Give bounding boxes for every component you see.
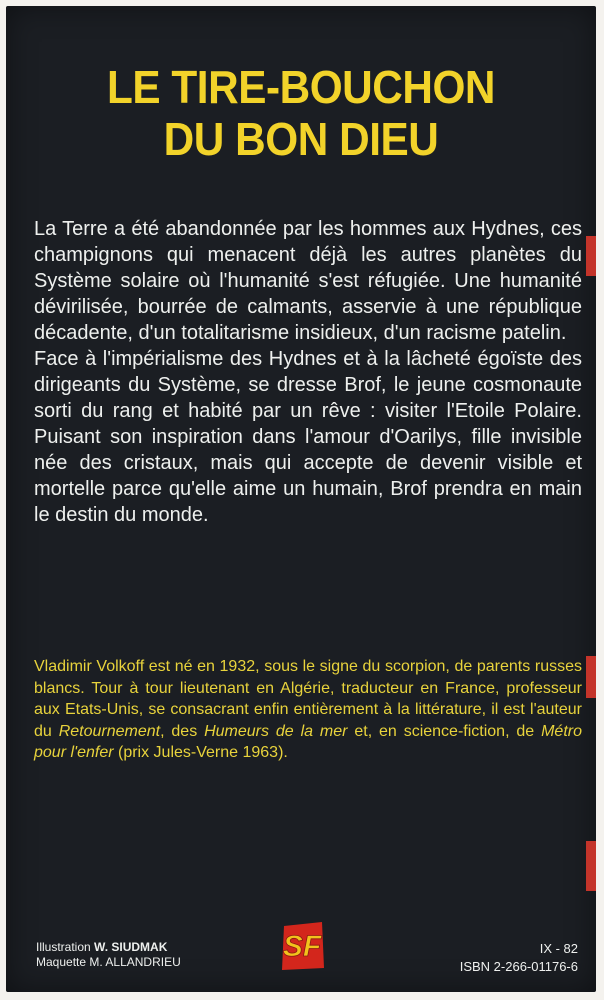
isbn: ISBN 2-266-01176-6 [459, 959, 578, 974]
cover-edge-mark [586, 841, 596, 891]
synopsis-paragraph-2: Face à l'impérialisme des Hydnes et à la lâcheté égoïste des dirigeants du Système, se dresse Brof, le jeune cosmonaute sorti du rang et habité par un rêve : visiter l'Etoile Polaire. Puisant son inspiration dans l'amour d'Oarilys, fille invisible née des cristaux, mais qui accepte de devenir visible et mortelle parce qu'elle aime un humain, Brof prendra en main le destin du monde. [34, 348, 582, 526]
bio-text: et, en science-fiction, de [347, 722, 542, 740]
cover-edge-mark [586, 236, 596, 276]
publication-info [460, 940, 578, 976]
bio-work-title: Métro pour l'enfer [34, 722, 582, 761]
maquette-label: Maquette [36, 955, 87, 969]
author-bio [34, 656, 582, 764]
back-cover [6, 6, 596, 992]
illustration-name: W. SIUDMAK [94, 940, 168, 954]
sf-series-logo [278, 920, 328, 972]
bio-work-title: Retournement [58, 722, 161, 740]
book-title-line-1: LE TIRE-BOUCHON [106, 61, 496, 113]
book-title [30, 61, 573, 165]
maquette-name: M. ALLANDRIEU [89, 955, 181, 969]
illustration-label: Illustration [36, 940, 91, 954]
bio-text: , des [160, 722, 205, 740]
series-number: IX - 82 [539, 941, 578, 956]
maquette-credit [36, 955, 181, 970]
bio-work-title: Humeurs de la mer [204, 722, 348, 740]
sf-logo-text: SF [282, 930, 322, 963]
author-bio-paragraph [34, 656, 582, 764]
credits [36, 940, 181, 970]
bio-text: Vladimir Volkoff est né en 1932, sous le signe du scorpion, de parents russes blancs. Tour à tour lieutenant en Algérie, traducteur en France, professeur aux Etats-Unis, se consacrant enfin entièrement à la littérature, il est l'auteur du [34, 658, 582, 740]
synopsis [34, 216, 582, 528]
synopsis-paragraph-1: La Terre a été abandonnée par les hommes aux Hydnes, ces champignons qui menacent déjà les autres planètes du Système solaire où l'humanité s'est réfugiée. Une humanité dévirilisée, bourrée de calmants, asservie à une république décadente, d'un totalitarisme insidieux, d'un racisme patelin. [34, 218, 582, 344]
bio-text: (prix Jules-Verne 1963). [113, 744, 288, 761]
illustration-credit [36, 940, 181, 955]
cover-edge-mark [586, 656, 596, 698]
book-title-line-2: DU BON DIEU [163, 113, 439, 165]
